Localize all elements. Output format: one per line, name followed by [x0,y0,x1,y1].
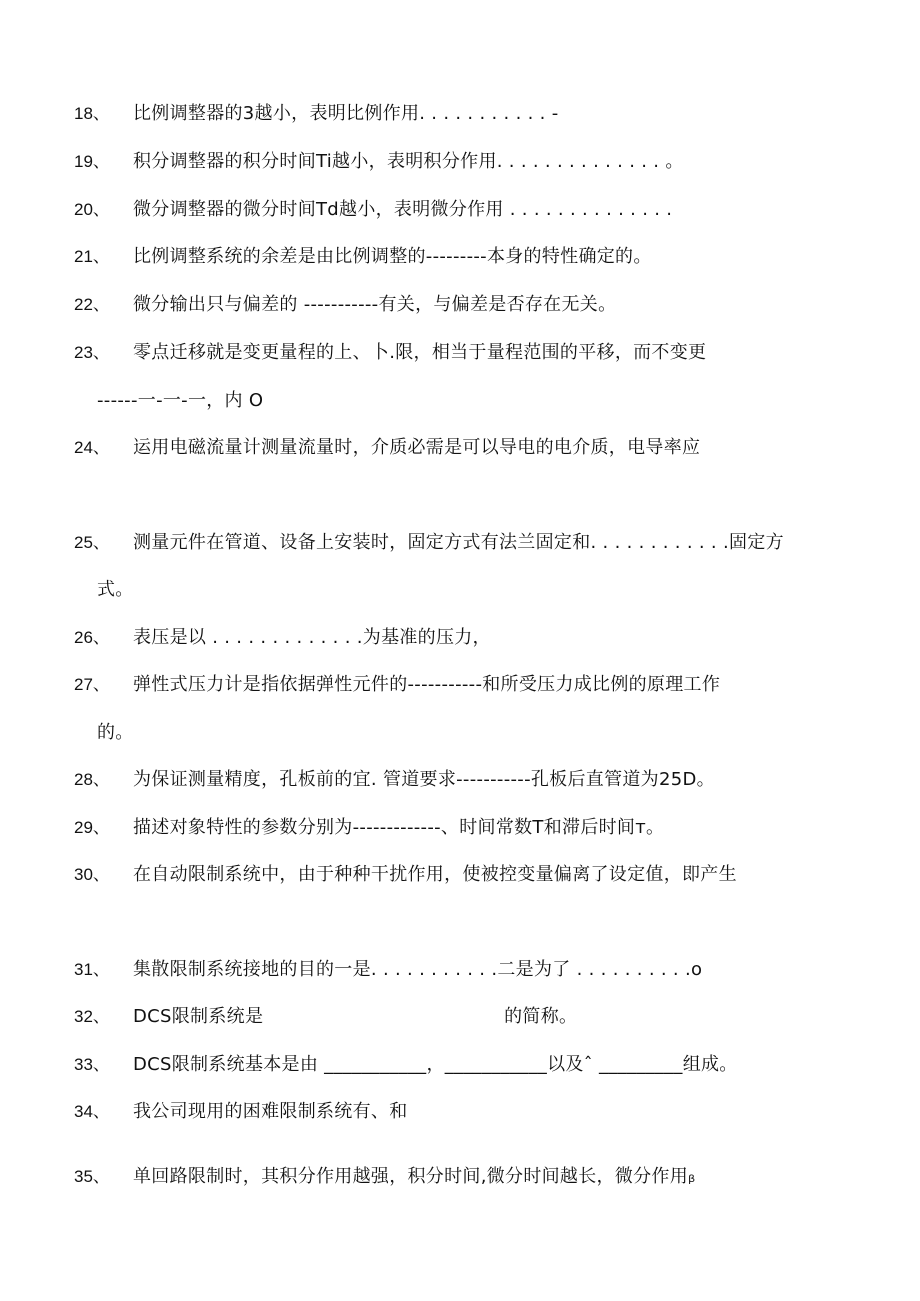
question-text-continuation: 的。 [97,722,134,743]
question-number: 25、 [74,533,110,552]
question-text: 运用电磁流量计测量流量时，介质必需是可以导电的电介质，电导率应 [133,437,701,458]
question-text: 在自动限制系统中，由于种种干扰作用，使被控变量偏离了设定值，即产生 [133,864,737,885]
question-text: 比例调整系统的余差是由比例调整的---------本身的特性确定的。 [133,246,652,267]
question-number: 22、 [74,295,110,314]
question-text: 表压是以 . . . . . . . . . . . . .为基准的压力， [133,627,491,648]
question-text: 微分调整器的微分时间Td越小，表明微分作用 . . . . . . . . . . . . . . [133,199,673,220]
question-number: 35、 [74,1167,110,1186]
question-number: 21、 [74,247,110,266]
question-text: DCS限制系统是 的简称。 [133,1006,578,1027]
question-text: 测量元件在管道、设备上安装时，固定方式有法兰固定和. . . . . . . . . . . .固定方 [133,532,784,553]
question-number: 27、 [74,675,110,694]
question-number: 18、 [74,104,110,123]
question-text: 为保证测量精度，孔板前的宜. 管道要求-----------孔板后直管道为25D。 [133,769,715,790]
question-number: 33、 [74,1055,110,1074]
question-text: 集散限制系统接地的目的一是. . . . . . . . . . .二是为了 . . . . . . . . . .o [133,959,703,980]
question-number: 24、 [74,438,110,457]
question-number: 20、 [74,200,110,219]
question-text: 弹性式压力计是指依据弹性元件的-----------和所受压力成比例的原理工作 [133,674,721,695]
question-text: 描述对象特性的参数分别为-------------、时间常数T和滞后时间т。 [133,817,665,838]
question-number: 30、 [74,865,110,884]
question-number: 28、 [74,770,110,789]
question-text: 比例调整器的3越小，表明比例作用. . . . . . . . . . . - [133,103,559,124]
question-number: 23、 [74,343,110,362]
question-text-continuation: 式。 [97,579,134,600]
question-number: 32、 [74,1007,110,1026]
question-text: 我公司现用的困难限制系统有、和 [133,1101,408,1122]
question-text: 微分输出只与偏差的 -----------有关，与偏差是否存在无关。 [133,294,617,315]
question-number: 29、 [74,818,110,837]
question-text-continuation: ------一-一-一，内 O [97,390,264,411]
question-text: 单回路限制时，其积分作用越强，积分时间,微分时间越长，微分作用ᵦ [133,1166,696,1187]
question-text: 积分调整器的积分时间Ti越小，表明积分作用. . . . . . . . . . . . . . 。 [133,151,684,172]
question-number: 26、 [74,628,110,647]
question-number: 34、 [74,1102,110,1121]
question-text: 零点迁移就是变更量程的上、卜.限，相当于量程范围的平移，而不变更 [133,342,707,363]
question-number: 31、 [74,960,110,979]
question-number: 19、 [74,152,110,171]
question-text: DCS限制系统基本是由 ___________，___________以及ˆ _________组成。 [133,1054,738,1075]
